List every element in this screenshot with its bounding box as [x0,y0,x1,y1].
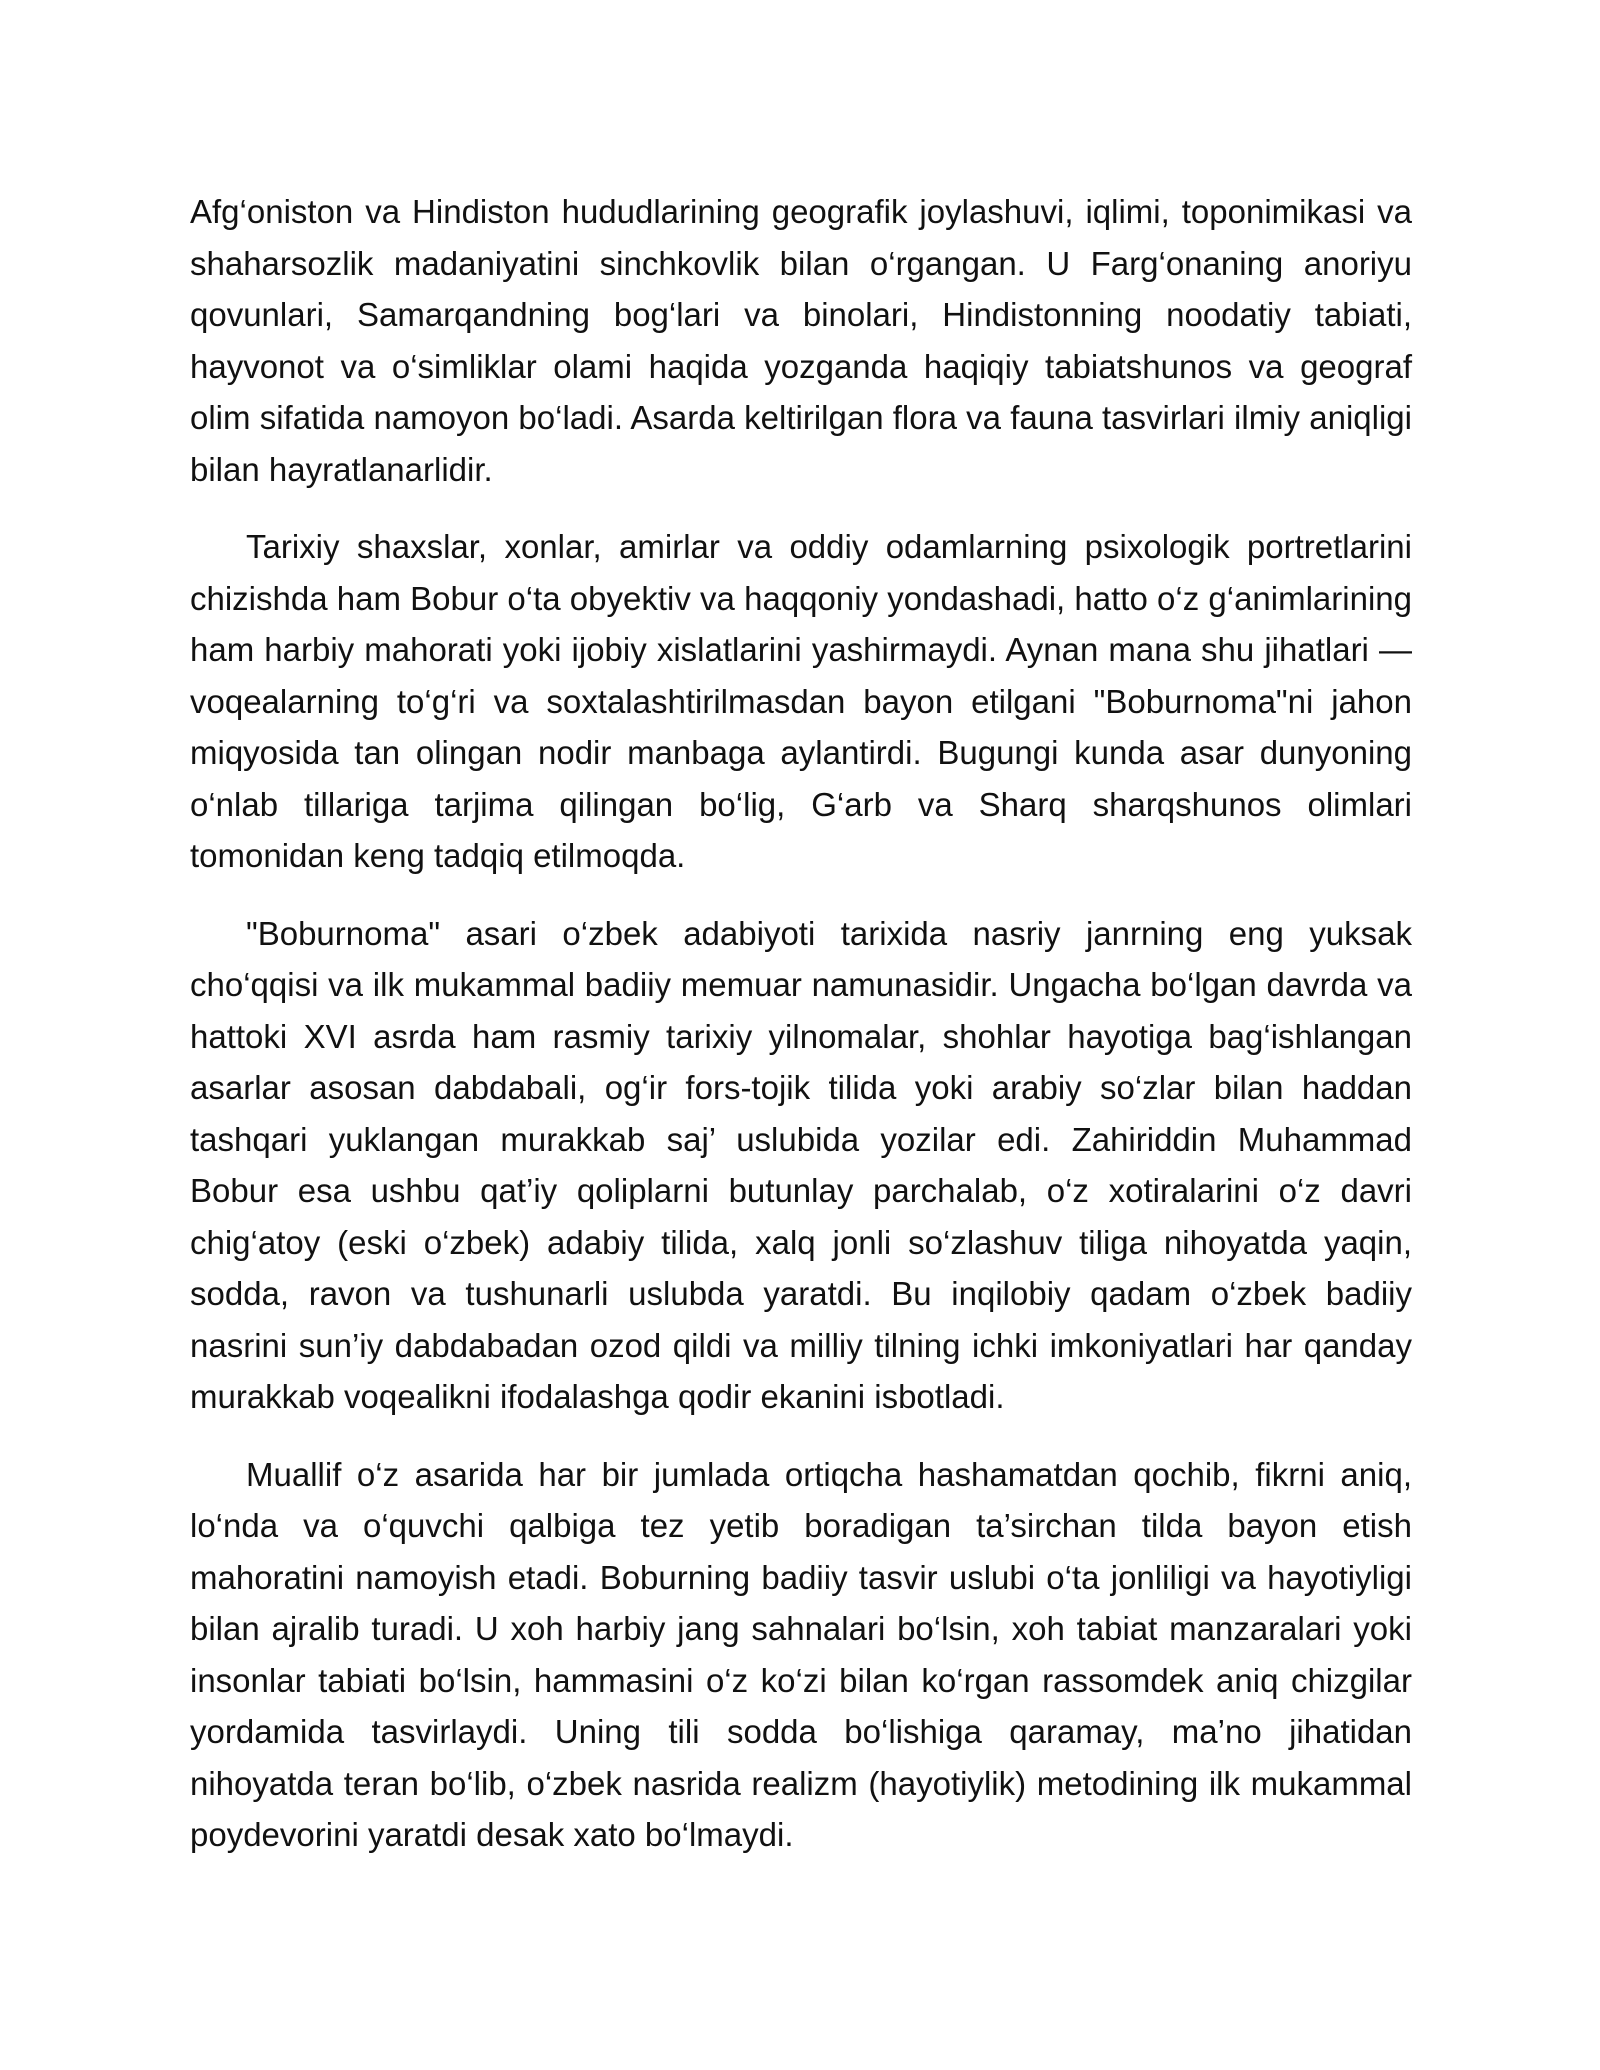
paragraph-4: Muallif o‘z asarida har bir jumlada ortiqcha hashamatdan qochib, fikrni aniq, lo‘nda va o‘quvchi qalbiga tez yetib boradigan ta’sirchan tilda bayon etish mahoratini namoyish etadi. Boburning badiiy tasvir uslubi o‘ta jonliligi va hayotiyligi bilan ajralib turadi. U xoh harbiy jang sahnalari bo‘lsin, xoh tabiat manzaralari yoki insonlar tabiati bo‘lsin, hammasini o‘z ko‘zi bilan ko‘rgan rassomdek aniq chizgilar yordamida tasvirlaydi. Uning tili sodda bo‘lishiga qaramay, ma’no jihatidan nihoyatda teran bo‘lib, o‘zbek nasrida realizm (hayotiylik) metodining ilk mukammal poydevorini yaratdi desak xato bo‘lmaydi. [190,1455,1412,1853]
paragraph-1: Afg‘oniston va Hindiston hududlarining geografik joylashuvi, iqlimi, toponimikasi va shaharsozlik madaniyatini sinchkovlik bilan o‘rgangan. U Farg‘onaning anoriyu qovunlari, Samarqandning bog‘lari va binolari, Hindistonning noodatiy tabiati, hayvonot va o‘simliklar olami haqida yozganda haqiqiy tabiatshunos va geograf olim sifatida namoyon bo‘ladi. Asarda keltirilgan flora va fauna tasvirlari ilmiy aniqligi bilan hayratlanarlidir. [190,193,1412,488]
document-body [190,186,1412,1887]
paragraph-2: Tarixiy shaxslar, xonlar, amirlar va oddiy odamlarning psixologik portretlarini chizishda ham Bobur o‘ta obyektiv va haqqoniy yondashadi, hatto o‘z g‘animlarining ham harbiy mahorati yoki ijobiy xislatlarini yashirmaydi. Aynan mana shu jihatlari — voqealarning to‘g‘ri va soxtalashtirilmasdan bayon etilgani "Boburnoma"ni jahon miqyosida tan olingan nodir manbaga aylantirdi. Bugungi kunda asar dunyoning o‘nlab tillariga tarjima qilingan bo‘lig, G‘arb va Sharq sharqshunos olimlari tomonidan keng tadqiq etilmoqda. [190,528,1412,874]
paragraph-3: "Boburnoma" asari o‘zbek adabiyoti tarixida nasriy janrning eng yuksak cho‘qqisi va ilk mukammal badiiy memuar namunasidir. Ungacha bo‘lgan davrda va hattoki XVI asrda ham rasmiy tarixiy yilnomalar, shohlar hayotiga bag‘ishlangan asarlar asosan dabdabali, og‘ir fors-tojik tilida yoki arabiy so‘zlar bilan haddan tashqari yuklangan murakkab saj’ uslubida yozilar edi. Zahiriddin Muhammad Bobur esa ushbu qat’iy qoliplarni butunlay parchalab, o‘z xotiralarini o‘z davri chig‘atoy (eski o‘zbek) adabiy tilida, xalq jonli so‘zlashuv tiliga nihoyatda yaqin, sodda, ravon va tushunarli uslubda yaratdi. Bu inqilobiy qadam o‘zbek badiiy nasrini sun’iy dabdabadan ozod qildi va milliy tilning ichki imkoniyatlari har qanday murakkab voqealikni ifodalashga qodir ekanini isbotladi. [190,914,1412,1415]
